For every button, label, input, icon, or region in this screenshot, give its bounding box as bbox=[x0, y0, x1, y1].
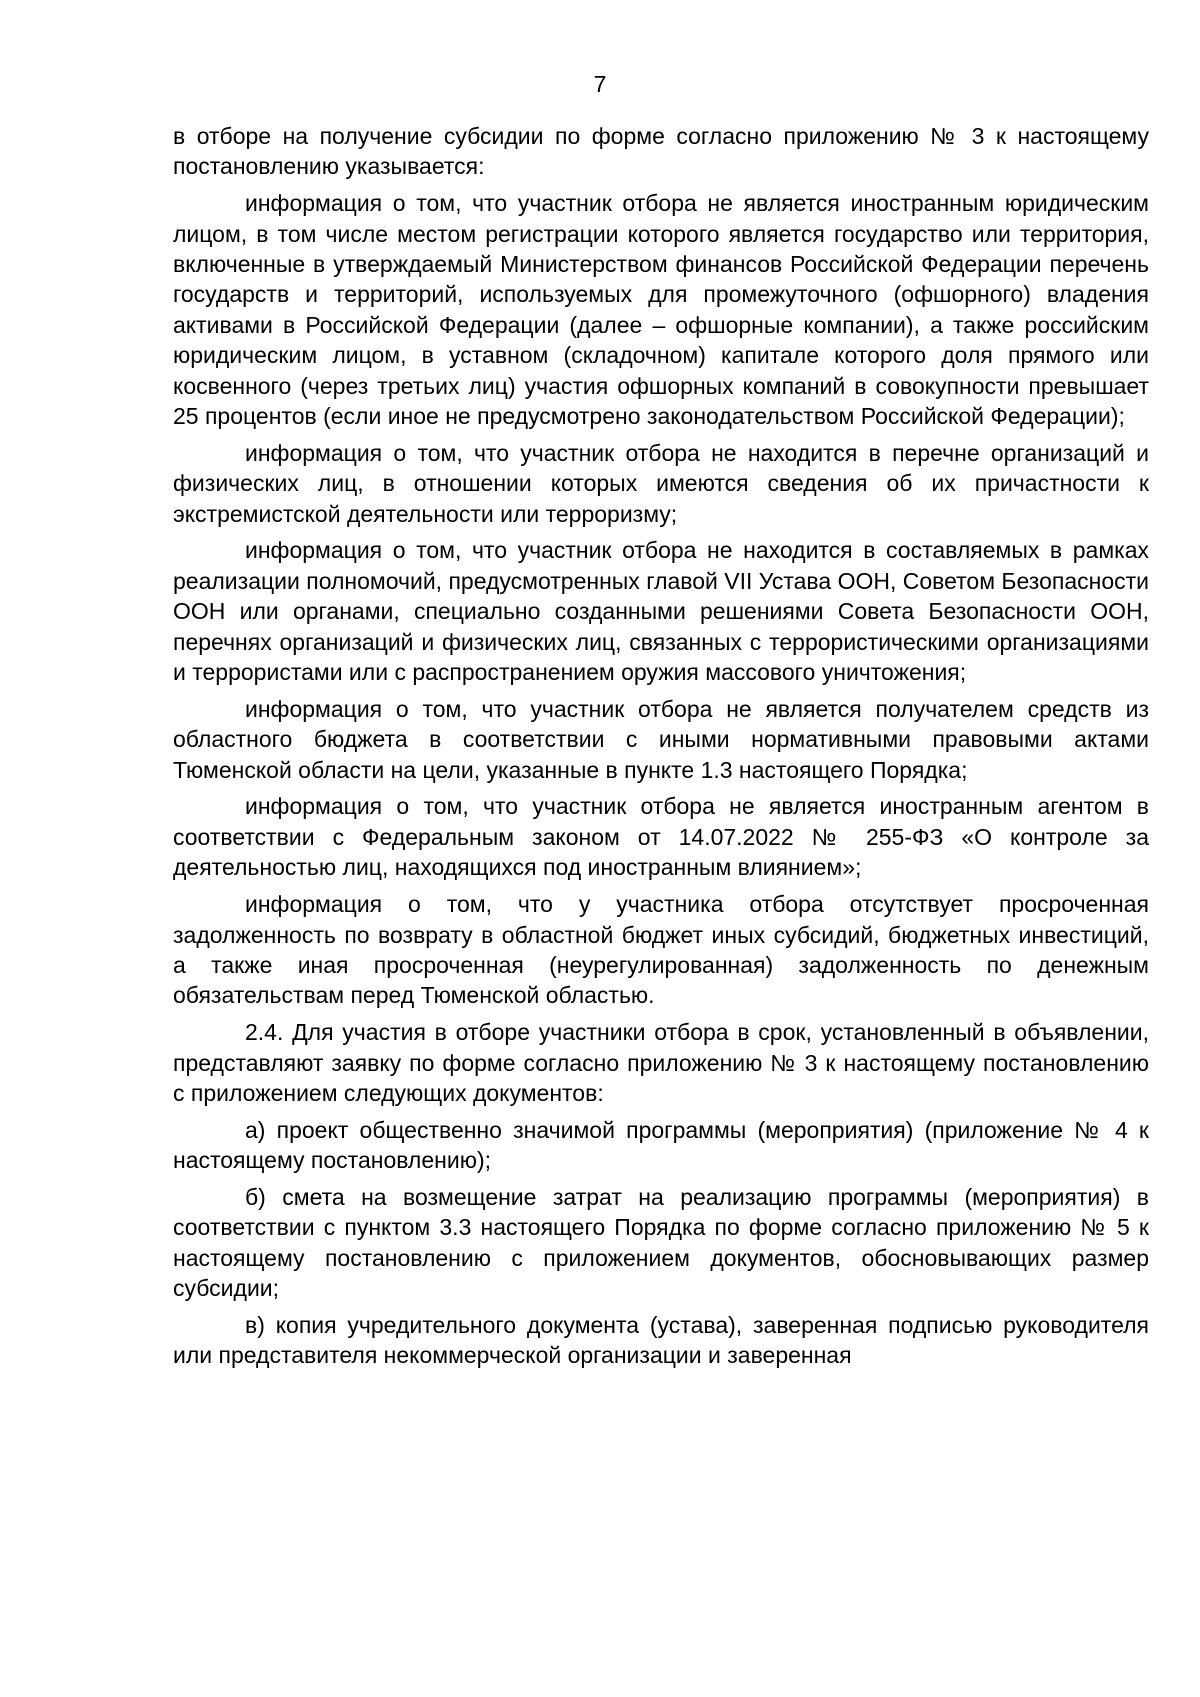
paragraph-debt-info: информация о том, что у участника отбора отсутствует просроченная задолженность по возврату в областной бюджет иных субсидий, бюджетных инвестиций, а также иная просроченная (неурегулированная) задолженность по денежным обязательствам перед Тюменской областью. bbox=[173, 891, 1149, 1009]
page-number: 7 bbox=[593, 71, 607, 97]
paragraph-intro: в отборе на получение субсидии по форме согласно приложению № 3 к настоящему постановлению указывается: bbox=[173, 123, 1149, 180]
document-body bbox=[173, 121, 1149, 1377]
paragraph-un-lists-info: информация о том, что участник отбора не находится в составляемых в рамках реализации полномочий, предусмотренных главой VII Устава ООН, Советом Безопасности ООН или органами, специально созданными решениями Совета Безопасности ООН, перечнях организаций и физических лиц, связанных с террористическими организациями и террористами или с распространением оружия массового уничтожения; bbox=[173, 537, 1149, 686]
paragraph-foreign-agent-info: информация о том, что участник отбора не является иностранным агентом в соответствии с Федеральным законом от 14.07.2022 № 255-ФЗ «О контроле за деятельностью лиц, находящихся под иностранным влиянием»; bbox=[173, 793, 1149, 881]
paragraph-budget-recipient-info: информация о том, что участник отбора не является получателем средств из областного бюджета в соответствии с иными нормативными правовыми актами Тюменской области на цели, указанные в пункте 1.3 настоящего Порядка; bbox=[173, 695, 1149, 783]
paragraph-item-b: б) смета на возмещение затрат на реализацию программы (мероприятия) в соответствии с пунктом 3.3 настоящего Порядка по форме согласно приложению № 5 к настоящему постановлению с приложением документов, обосновывающих размер субсидии; bbox=[173, 1183, 1149, 1302]
paragraph-extremism-info: информация о том, что участник отбора не находится в перечне организаций и физических лиц, в отношении которых имеются сведения об их причастности к экстремистской деятельности или терроризму; bbox=[173, 439, 1149, 527]
paragraph-item-v: в) копия учредительного документа (устава), заверенная подписью руководителя или представителя некоммерческой организации и заверенная bbox=[173, 1311, 1149, 1369]
paragraph-section-2-4: 2.4. Для участия в отборе участники отбора в срок, установленный в объявлении, представляют заявку по форме согласно приложению № 3 к настоящему постановлению с приложением следующих документов: bbox=[173, 1019, 1149, 1106]
paragraph-item-a: а) проект общественно значимой программы (мероприятия) (приложение № 4 к настоящему постановлению); bbox=[173, 1116, 1149, 1174]
paragraph-offshore-info: информация о том, что участник отбора не является иностранным юридическим лицом, в том числе местом регистрации которого является государство или территория, включенные в утверждаемый Министерством финансов Российской Федерации перечень государств и территорий, используемых для промежуточного (офшорного) владения активами в Российской Федерации (далее – офшорные компании), а также российским юридическим лицом, в уставном (складочном) капитале которого доля прямого или косвенного (через третьих лиц) участия офшорных компаний в совокупности превышает 25 процентов (если иное не предусмотрено законодательством Российской Федерации); bbox=[173, 190, 1149, 430]
